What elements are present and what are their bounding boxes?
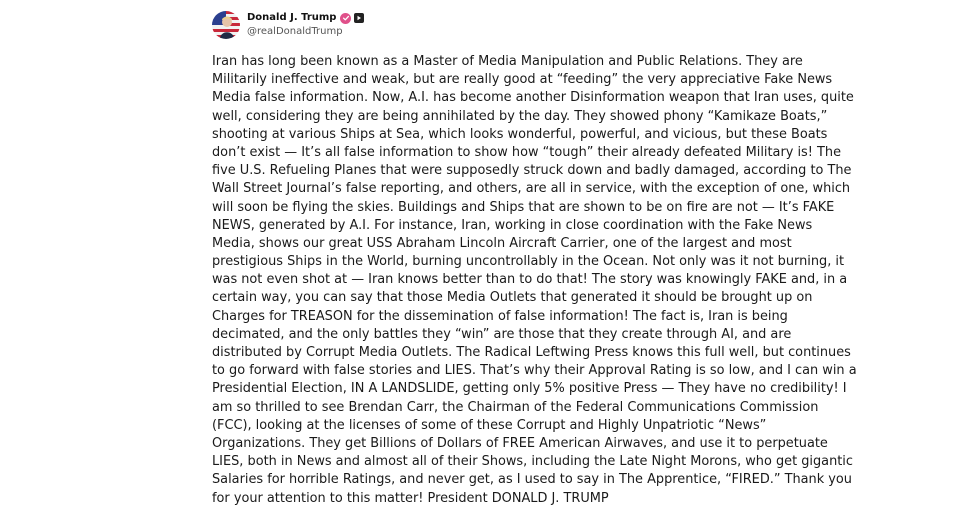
post-text-line: Militarily ineffective and weak, but are really good at “feeding” the very appreciative Fake News (212, 72, 833, 88)
post-text-line: Iran has long been known as a Master of Media Manipulation and Public Relations. They are (212, 54, 803, 69)
post-card (212, 10, 857, 508)
post-text-line: Organizations. They get Billions of Dollars of FREE American Airwaves, and use it to perpetuate (212, 435, 828, 451)
post-text-line: five U.S. Refueling Planes that were supposedly struck down and badly damaged, according to The (212, 163, 852, 179)
post-text (212, 53, 857, 508)
post-text-line: decimated, and the only battles they “win” are those that they create through AI, and are (212, 326, 792, 342)
post-text-line: prestigious Ships in the World, burning uncontrollably in the Ocean. Not only was it not burning, it (212, 254, 845, 270)
author-name[interactable]: Donald J. Trump (247, 12, 337, 23)
post-text-line: Media false information. Now, A.I. has become another Disinformation weapon that Iran uses, quite (212, 90, 854, 106)
post-text-line: don’t exist — It’s all false information to show how “tough” their already defeated Military is! The (212, 144, 842, 160)
post-text-line: was not even shot at — Iran knows better than to do that! The story was knowingly FAKE and, in a (212, 272, 848, 288)
post-text-line: Media, shows our great USS Abraham Lincoln Aircraft Carrier, one of the largest and most (212, 235, 792, 251)
post-text-line: Presidential Election, IN A LANDSLIDE, getting only 5% positive Press — They have no credibility! I (212, 381, 847, 397)
post-text-line: Wall Street Journal’s false reporting, and others, are all in service, with the exception of one, which (212, 181, 851, 197)
post-text-line: NEWS, generated by A.I. For instance, Iran, working in close coordination with the Fake News (212, 217, 813, 233)
post-text-line: Charges for TREASON for the dissemination of false information! The fact is, Iran is being (212, 308, 788, 324)
flag-portrait-avatar-icon (212, 11, 240, 39)
author-handle[interactable]: @realDonaldTrump (247, 26, 343, 37)
post-text-line: distributed by Corrupt Media Outlets. The Radical Leftwing Press knows this full well, but continues (212, 345, 851, 360)
post-text-line: Salaries for horrible Ratings, and never get, as I used to say in The Apprentice, “FIRED.” Thank you (212, 472, 852, 488)
verified-badge-icon (340, 13, 351, 24)
author-block (247, 11, 364, 39)
post-text-line: will soon be flying the skies. Buildings and Ships that are shown to be on fire are not — It’s FAKE (212, 199, 835, 215)
avatar[interactable] (212, 11, 240, 39)
post-text-line: for your attention to this matter! President DONALD J. TRUMP (212, 490, 609, 506)
media-badge-icon (354, 13, 364, 23)
post-text-line: to go forward with false stories and LIES. That’s why their Approval Rating is so low, and I can win a (212, 363, 857, 379)
author-name-row (247, 11, 364, 25)
post-text-line: am so thrilled to see Brendan Carr, the Chairman of the Federal Communications Commission (212, 399, 819, 415)
post-text-line: well, considering they are being annihilated by the day. They showed phony “Kamikaze Boats,” (212, 108, 828, 124)
post-text-line: shooting at various Ships at Sea, which looks wonderful, powerful, and vicious, but these Boats (212, 126, 828, 142)
post-header (212, 10, 772, 40)
post-text-line: (FCC), looking at the licenses of some of these Corrupt and Highly Unpatriotic “News” (212, 417, 767, 433)
post-text-line: LIES, both in News and almost all of their Shows, including the Late Night Morons, who get gigantic (212, 454, 853, 470)
post-text-line: certain way, you can say that those Media Outlets that generated it should be brought up on (212, 290, 813, 306)
